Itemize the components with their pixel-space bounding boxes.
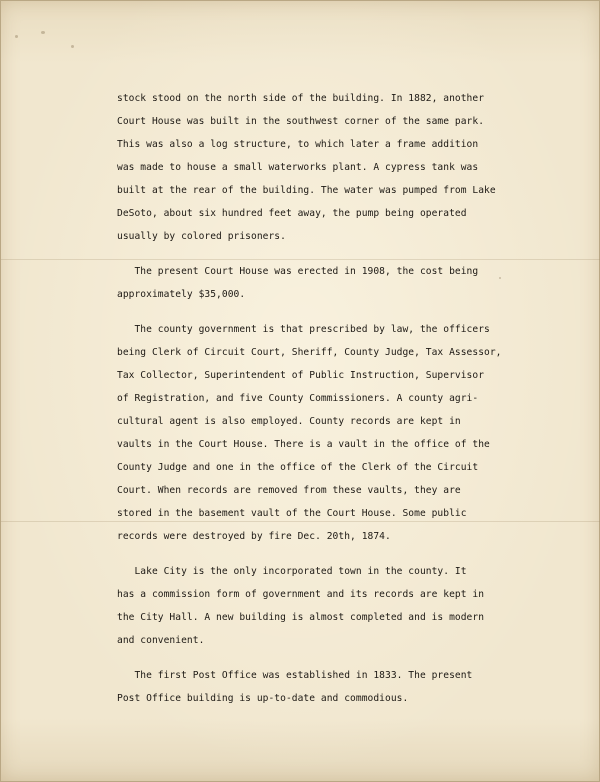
paragraph-gap [117, 652, 507, 664]
text-line: built at the rear of the building. The water was pumped from Lake [117, 185, 496, 196]
text-line: the City Hall. A new building is almost completed and is modern [117, 612, 485, 623]
text-line: DeSoto, about six hundred feet away, the pump being operated [117, 208, 467, 219]
text-line: The first Post Office was established in 1833. The present [117, 670, 473, 681]
text-line: Post Office building is up-to-date and commodious. [117, 693, 409, 704]
text-line: The county government is that prescribed by law, the officers [117, 324, 490, 335]
text-line: This was also a log structure, to which later a frame addition [117, 139, 479, 150]
paragraph [117, 664, 507, 710]
text-line: stored in the basement vault of the Court House. Some public [117, 508, 467, 519]
text-line: usually by colored prisoners. [117, 231, 286, 242]
paragraph-gap [117, 306, 507, 318]
text-line: records were destroyed by fire Dec. 20th, 1874. [117, 531, 391, 542]
text-line: and convenient. [117, 635, 205, 646]
paper-speck [71, 45, 74, 48]
text-line: stock stood on the north side of the building. In 1882, another [117, 93, 485, 104]
text-line: Court. When records are removed from these vaults, they are [117, 485, 461, 496]
text-line: being Clerk of Circuit Court, Sheriff, County Judge, Tax Assessor, [117, 347, 502, 358]
text-line: Lake City is the only incorporated town in the county. It [117, 566, 467, 577]
text-line: of Registration, and five County Commissioners. A county agri- [117, 393, 479, 404]
paragraph [117, 260, 507, 306]
paragraph [117, 318, 507, 548]
text-line: cultural agent is also employed. County records are kept in [117, 416, 461, 427]
text-line: The present Court House was erected in 1908, the cost being [117, 266, 479, 277]
paper-speck [41, 31, 45, 34]
paragraph [117, 87, 507, 248]
paragraph-gap [117, 548, 507, 560]
text-line: Court House was built in the southwest corner of the same park. [117, 116, 485, 127]
text-line: approximately $35,000. [117, 289, 246, 300]
paragraph-gap [117, 248, 507, 260]
text-line: vaults in the Court House. There is a vault in the office of the [117, 439, 490, 450]
text-line: County Judge and one in the office of the Clerk of the Circuit [117, 462, 479, 473]
typed-body-text [117, 87, 507, 710]
paper-speck [15, 35, 18, 38]
text-line: was made to house a small waterworks plant. A cypress tank was [117, 162, 479, 173]
paragraph [117, 560, 507, 652]
text-line: has a commission form of government and its records are kept in [117, 589, 485, 600]
text-line: Tax Collector, Superintendent of Public Instruction, Supervisor [117, 370, 485, 381]
